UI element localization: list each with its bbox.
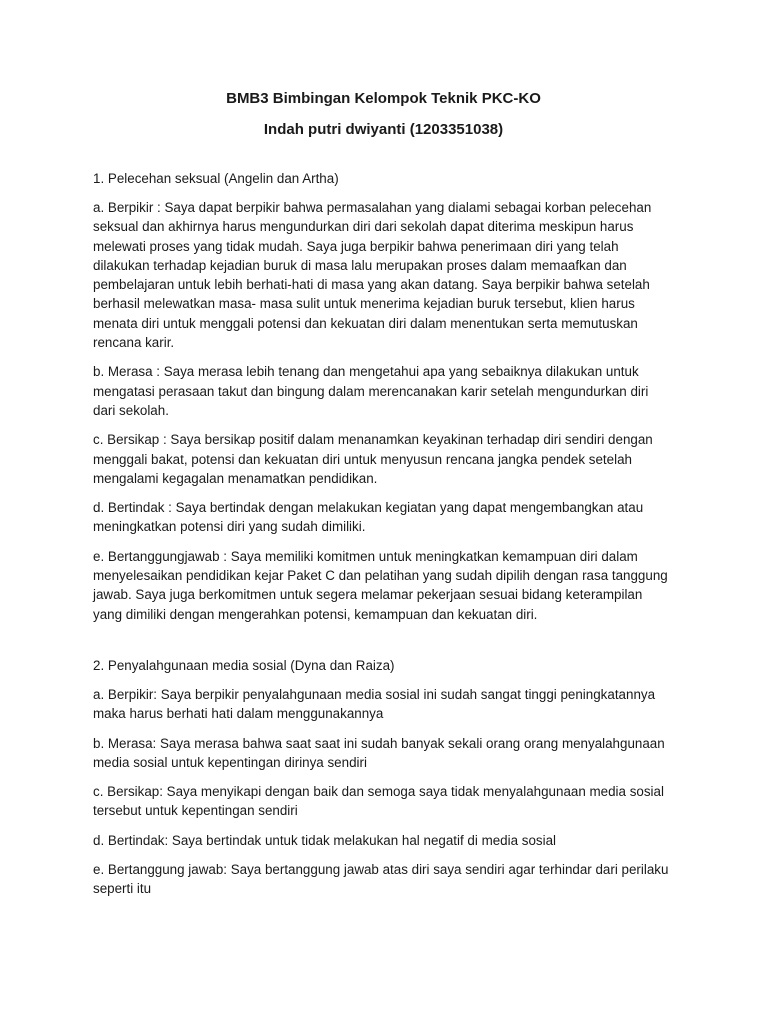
section-heading-2: 2. Penyalahgunaan media sosial (Dyna dan Raiza)	[93, 657, 395, 673]
paragraph-bertanggungjawab-2: e. Bertanggung jawab: Saya bertanggung jawab atas diri saya sendiri agar terhindar dari perilaku seperti itu	[93, 862, 669, 897]
paragraph-berpikir-2: a. Berpikir: Saya berpikir penyalahgunaan media sosial ini sudah sangat tinggi peningkatannya maka harus berhati hati dalam menggunakannya	[93, 686, 656, 722]
paragraph-bertanggungjawab-1: e. Bertanggungjawab : Saya memiliki komitmen untuk meningkatkan kemampuan diri dalam menyelesaikan pendidikan kejar Paket C dan pelatihan yang sudah dipilih dengan rasa tanggung jawab. Saya juga berkomitmen untuk segera melamar pekerjaan sesuai bidang keterampilan yang dimiliki dengan mengerahkan potensi, kemampuan dan kekuatan diri.	[93, 548, 668, 622]
paragraph-bersikap-1: c. Bersikap : Saya bersikap positif dalam menanamkan keyakinan terhadap diri sendiri dengan menggali bakat, potensi dan kekuatan diri untuk menyusun rencana jangka pendek setelah mengalami kegagalan menamatkan pendidikan.	[93, 432, 653, 486]
paragraph-merasa-2: b. Merasa: Saya merasa bahwa saat saat ini sudah banyak sekali orang orang menyalahgunaan media sosial untuk kepentingan dirinya sendiri	[93, 735, 665, 770]
paragraph-merasa-1: b. Merasa : Saya merasa lebih tenang dan mengetahui apa yang sebaiknya dilakukan untuk mengatasi perasaan takut dan bingung dalam merencanakan karir setelah mengundurkan diri dari sekolah.	[93, 364, 649, 418]
paragraph-berpikir-1: a. Berpikir : Saya dapat berpikir bahwa permasalahan yang dialami sebagai korban pelecehan seksual dan akhirnya harus mengundurkan diri dari sekolah dapat diterima meskipun harus melewati proses yang tidak mudah. Saya juga berpikir bahwa penerimaan diri yang telah dilakukan terhadap kejadian buruk di masa lalu merupakan proses dalam memaafkan dan pembelajaran untuk lebih berhati-hati di masa yang akan datang. Saya berpikir bahwa setelah berhasil melewatkan masa- masa sulit untuk menerima kejadian buruk tersebut, klien harus menata diri untuk menggali potensi dan kekuatan diri dalam menentukan serta memutuskan rencana karir.	[93, 200, 652, 351]
author-line: Indah putri dwiyanti (1203351038)	[263, 121, 504, 138]
section-heading-1: 1. Pelecehan seksual (Angelin dan Artha)	[93, 171, 339, 186]
document-title: BMB3 Bimbingan Kelompok Teknik PKC-KO	[226, 90, 541, 107]
paragraph-bertindak-2: d. Bertindak: Saya bertindak untuk tidak melakukan hal negatif di media sosial	[93, 832, 556, 848]
paragraph-bersikap-2: c. Bersikap: Saya menyikapi dengan baik dan semoga saya tidak menyalahgunaan media sosial tersebut untuk kepentingan sendiri	[93, 784, 664, 819]
paragraph-bertindak-1: d. Bertindak : Saya bertindak dengan melakukan kegiatan yang dapat mengembangkan atau meningkatkan potensi diri yang sudah dimiliki.	[93, 500, 644, 535]
